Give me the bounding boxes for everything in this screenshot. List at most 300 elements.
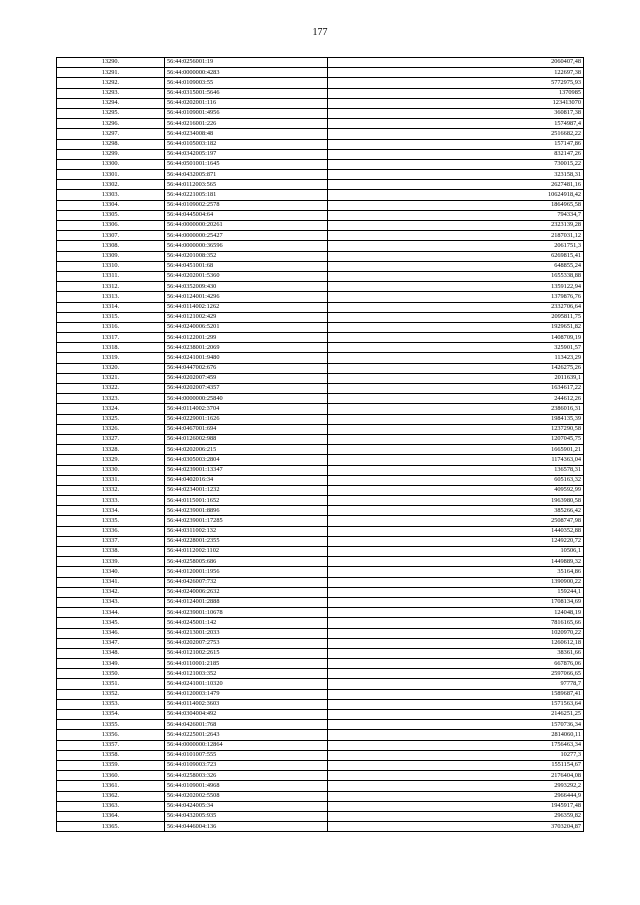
table-row bbox=[57, 597, 584, 607]
row-number-cell: 13331. bbox=[57, 475, 165, 485]
value-cell: 1370985 bbox=[328, 88, 584, 98]
cadastral-number-cell: 56:44:0426001:768 bbox=[165, 720, 328, 730]
table-row bbox=[57, 221, 584, 231]
row-number-cell: 13290. bbox=[57, 58, 165, 68]
value-cell: 35164,86 bbox=[328, 567, 584, 577]
value-cell: 296359,82 bbox=[328, 811, 584, 821]
table-row bbox=[57, 404, 584, 414]
row-number-cell: 13332. bbox=[57, 485, 165, 495]
row-number-cell: 13293. bbox=[57, 88, 165, 98]
table-row bbox=[57, 129, 584, 139]
table-row bbox=[57, 811, 584, 821]
table-row bbox=[57, 210, 584, 220]
row-number-cell: 13330. bbox=[57, 465, 165, 475]
row-number-cell: 13346. bbox=[57, 628, 165, 638]
row-number-cell: 13305. bbox=[57, 210, 165, 220]
value-cell: 97778,7 bbox=[328, 679, 584, 689]
value-cell: 157147,86 bbox=[328, 139, 584, 149]
row-number-cell: 13313. bbox=[57, 292, 165, 302]
value-cell: 2011639,1 bbox=[328, 373, 584, 383]
cadastral-number-cell: 56:44:0112003:565 bbox=[165, 180, 328, 190]
cadastral-number-cell: 56:44:0124001:4296 bbox=[165, 292, 328, 302]
table-body bbox=[57, 58, 584, 832]
value-cell: 605163,32 bbox=[328, 475, 584, 485]
value-cell: 2386016,31 bbox=[328, 404, 584, 414]
value-cell: 2323139,28 bbox=[328, 221, 584, 231]
cadastral-number-cell: 56:44:0120003:1479 bbox=[165, 689, 328, 699]
table-row bbox=[57, 455, 584, 465]
value-cell: 385266,42 bbox=[328, 506, 584, 516]
value-cell: 2814060,11 bbox=[328, 730, 584, 740]
row-number-cell: 13337. bbox=[57, 536, 165, 546]
table-row bbox=[57, 760, 584, 770]
row-number-cell: 13317. bbox=[57, 333, 165, 343]
value-cell: 1570736,34 bbox=[328, 720, 584, 730]
row-number-cell: 13362. bbox=[57, 791, 165, 801]
cadastral-number-cell: 56:44:0202002:5508 bbox=[165, 791, 328, 801]
value-cell: 325901,57 bbox=[328, 343, 584, 353]
row-number-cell: 13341. bbox=[57, 577, 165, 587]
table-row bbox=[57, 231, 584, 241]
row-number-cell: 13351. bbox=[57, 679, 165, 689]
table-row bbox=[57, 108, 584, 118]
table-row bbox=[57, 496, 584, 506]
cadastral-number-cell: 56:44:0228001:2355 bbox=[165, 536, 328, 546]
value-cell: 1379876,76 bbox=[328, 292, 584, 302]
table-row bbox=[57, 333, 584, 343]
table-row bbox=[57, 577, 584, 587]
table-row bbox=[57, 648, 584, 658]
table-row bbox=[57, 414, 584, 424]
cadastral-number-cell: 56:44:0109001:4956 bbox=[165, 108, 328, 118]
value-cell: 124048,19 bbox=[328, 608, 584, 618]
cadastral-number-cell: 56:44:0258005:686 bbox=[165, 557, 328, 567]
table-row bbox=[57, 710, 584, 720]
table-row bbox=[57, 791, 584, 801]
value-cell: 1020970,22 bbox=[328, 628, 584, 638]
value-cell: 1390900,22 bbox=[328, 577, 584, 587]
value-cell: 2516682,22 bbox=[328, 129, 584, 139]
row-number-cell: 13310. bbox=[57, 261, 165, 271]
value-cell: 123413070 bbox=[328, 98, 584, 108]
row-number-cell: 13343. bbox=[57, 597, 165, 607]
value-cell: 2508747,98 bbox=[328, 516, 584, 526]
cadastral-number-cell: 56:44:0202001:116 bbox=[165, 98, 328, 108]
row-number-cell: 13315. bbox=[57, 312, 165, 322]
value-cell: 2146251,25 bbox=[328, 710, 584, 720]
value-cell: 1249220,72 bbox=[328, 536, 584, 546]
cadastral-number-cell: 56:44:0432005:935 bbox=[165, 811, 328, 821]
row-number-cell: 13292. bbox=[57, 78, 165, 88]
cadastral-number-cell: 56:44:0446004:136 bbox=[165, 822, 328, 832]
table-row bbox=[57, 730, 584, 740]
value-cell: 730015,22 bbox=[328, 159, 584, 169]
cadastral-number-cell: 56:44:0245001:142 bbox=[165, 618, 328, 628]
value-cell: 7816165,66 bbox=[328, 618, 584, 628]
row-number-cell: 13336. bbox=[57, 526, 165, 536]
value-cell: 794334,7 bbox=[328, 210, 584, 220]
value-cell: 1237290,58 bbox=[328, 424, 584, 434]
value-cell: 244612,26 bbox=[328, 394, 584, 404]
cadastral-number-cell: 56:44:0126002:988 bbox=[165, 434, 328, 444]
value-cell: 1449889,32 bbox=[328, 557, 584, 567]
row-number-cell: 13306. bbox=[57, 221, 165, 231]
table-row bbox=[57, 485, 584, 495]
table-row bbox=[57, 699, 584, 709]
row-number-cell: 13301. bbox=[57, 170, 165, 180]
value-cell: 1574987,4 bbox=[328, 119, 584, 129]
table-row bbox=[57, 68, 584, 78]
cadastral-number-cell: 56:44:0213001:2033 bbox=[165, 628, 328, 638]
value-cell: 2332706,64 bbox=[328, 302, 584, 312]
value-cell: 2966444,9 bbox=[328, 791, 584, 801]
table-row bbox=[57, 373, 584, 383]
cadastral-number-cell: 56:44:0240006:2632 bbox=[165, 587, 328, 597]
table-row bbox=[57, 771, 584, 781]
value-cell: 2060407,48 bbox=[328, 58, 584, 68]
value-cell: 648855,24 bbox=[328, 261, 584, 271]
cadastral-number-cell: 56:44:0342005:197 bbox=[165, 149, 328, 159]
row-number-cell: 13298. bbox=[57, 139, 165, 149]
table-row bbox=[57, 98, 584, 108]
value-cell: 1864965,58 bbox=[328, 200, 584, 210]
table-row bbox=[57, 557, 584, 567]
value-cell: 113423,29 bbox=[328, 353, 584, 363]
value-cell: 1426275,26 bbox=[328, 363, 584, 373]
table-row bbox=[57, 801, 584, 811]
value-cell: 10624918,42 bbox=[328, 190, 584, 200]
value-cell: 122697,38 bbox=[328, 68, 584, 78]
row-number-cell: 13304. bbox=[57, 200, 165, 210]
value-cell: 2095811,75 bbox=[328, 312, 584, 322]
cadastral-number-cell: 56:44:0000000:4283 bbox=[165, 68, 328, 78]
table-row bbox=[57, 689, 584, 699]
table-row bbox=[57, 465, 584, 475]
cadastral-number-cell: 56:44:0115001:1652 bbox=[165, 496, 328, 506]
table-row bbox=[57, 434, 584, 444]
cadastral-number-cell: 56:44:0000000:36596 bbox=[165, 241, 328, 251]
cadastral-number-cell: 56:44:0000000:25840 bbox=[165, 394, 328, 404]
cadastral-number-cell: 56:44:0202001:5360 bbox=[165, 271, 328, 281]
table-row bbox=[57, 740, 584, 750]
value-cell: 1260612,18 bbox=[328, 638, 584, 648]
table-row bbox=[57, 363, 584, 373]
row-number-cell: 13344. bbox=[57, 608, 165, 618]
row-number-cell: 13365. bbox=[57, 822, 165, 832]
row-number-cell: 13359. bbox=[57, 760, 165, 770]
row-number-cell: 13308. bbox=[57, 241, 165, 251]
row-number-cell: 13357. bbox=[57, 740, 165, 750]
row-number-cell: 13299. bbox=[57, 149, 165, 159]
row-number-cell: 13335. bbox=[57, 516, 165, 526]
value-cell: 6269815,41 bbox=[328, 251, 584, 261]
table-row bbox=[57, 200, 584, 210]
row-number-cell: 13363. bbox=[57, 801, 165, 811]
table-row bbox=[57, 190, 584, 200]
cadastral-number-cell: 56:44:0121002:2615 bbox=[165, 648, 328, 658]
cadastral-value-table bbox=[56, 57, 584, 832]
row-number-cell: 13328. bbox=[57, 445, 165, 455]
value-cell: 832147,26 bbox=[328, 149, 584, 159]
table-row bbox=[57, 312, 584, 322]
value-cell: 1929651,82 bbox=[328, 322, 584, 332]
row-number-cell: 13323. bbox=[57, 394, 165, 404]
cadastral-number-cell: 56:44:0234008:48 bbox=[165, 129, 328, 139]
cadastral-number-cell: 56:44:0352009:430 bbox=[165, 282, 328, 292]
cadastral-number-cell: 56:44:0432005:871 bbox=[165, 170, 328, 180]
cadastral-number-cell: 56:44:0105003:182 bbox=[165, 139, 328, 149]
row-number-cell: 13311. bbox=[57, 271, 165, 281]
cadastral-number-cell: 56:44:0445004:64 bbox=[165, 210, 328, 220]
value-cell: 1551154,67 bbox=[328, 760, 584, 770]
value-cell: 323158,31 bbox=[328, 170, 584, 180]
cadastral-number-cell: 56:44:0000000:20261 bbox=[165, 221, 328, 231]
value-cell: 10506,1 bbox=[328, 547, 584, 557]
table-row bbox=[57, 149, 584, 159]
table-row bbox=[57, 536, 584, 546]
cadastral-number-cell: 56:44:0114002:3704 bbox=[165, 404, 328, 414]
row-number-cell: 13342. bbox=[57, 587, 165, 597]
value-cell: 1655338,88 bbox=[328, 271, 584, 281]
row-number-cell: 13358. bbox=[57, 750, 165, 760]
table-row bbox=[57, 638, 584, 648]
table-row bbox=[57, 618, 584, 628]
row-number-cell: 13347. bbox=[57, 638, 165, 648]
table-row bbox=[57, 608, 584, 618]
table-row bbox=[57, 445, 584, 455]
row-number-cell: 13300. bbox=[57, 159, 165, 169]
value-cell: 2597066,65 bbox=[328, 669, 584, 679]
table-row bbox=[57, 88, 584, 98]
table-row bbox=[57, 475, 584, 485]
value-cell: 409592,99 bbox=[328, 485, 584, 495]
cadastral-number-cell: 56:44:0239001:13347 bbox=[165, 465, 328, 475]
row-number-cell: 13309. bbox=[57, 251, 165, 261]
cadastral-number-cell: 56:44:0258003:326 bbox=[165, 771, 328, 781]
row-number-cell: 13355. bbox=[57, 720, 165, 730]
cadastral-number-cell: 56:44:0109003:723 bbox=[165, 760, 328, 770]
cadastral-number-cell: 56:44:0256001:19 bbox=[165, 58, 328, 68]
cadastral-number-cell: 56:44:0311002:132 bbox=[165, 526, 328, 536]
table-row bbox=[57, 822, 584, 832]
value-cell: 1174363,04 bbox=[328, 455, 584, 465]
table-row bbox=[57, 343, 584, 353]
row-number-cell: 13329. bbox=[57, 455, 165, 465]
cadastral-number-cell: 56:44:0000000:12864 bbox=[165, 740, 328, 750]
cadastral-number-cell: 56:44:0467001:694 bbox=[165, 424, 328, 434]
value-cell: 1440352,88 bbox=[328, 526, 584, 536]
row-number-cell: 13364. bbox=[57, 811, 165, 821]
cadastral-number-cell: 56:44:0101007:555 bbox=[165, 750, 328, 760]
cadastral-number-cell: 56:44:0202007:459 bbox=[165, 373, 328, 383]
row-number-cell: 13296. bbox=[57, 119, 165, 129]
cadastral-number-cell: 56:44:0124001:2888 bbox=[165, 597, 328, 607]
row-number-cell: 13348. bbox=[57, 648, 165, 658]
cadastral-number-cell: 56:44:0451001:68 bbox=[165, 261, 328, 271]
table-row bbox=[57, 292, 584, 302]
table-row bbox=[57, 750, 584, 760]
cadastral-number-cell: 56:44:0122001:299 bbox=[165, 333, 328, 343]
cadastral-number-cell: 56:44:0304004:492 bbox=[165, 710, 328, 720]
row-number-cell: 13294. bbox=[57, 98, 165, 108]
table-row bbox=[57, 424, 584, 434]
cadastral-number-cell: 56:44:0426007:732 bbox=[165, 577, 328, 587]
value-cell: 1589687,41 bbox=[328, 689, 584, 699]
table-row bbox=[57, 659, 584, 669]
value-cell: 1665901,21 bbox=[328, 445, 584, 455]
table-row bbox=[57, 170, 584, 180]
table-row bbox=[57, 384, 584, 394]
value-cell: 2627481,16 bbox=[328, 180, 584, 190]
value-cell: 1634617,22 bbox=[328, 384, 584, 394]
row-number-cell: 13334. bbox=[57, 506, 165, 516]
table-row bbox=[57, 251, 584, 261]
cadastral-number-cell: 56:44:0202007:2753 bbox=[165, 638, 328, 648]
value-cell: 1359122,94 bbox=[328, 282, 584, 292]
table-row bbox=[57, 526, 584, 536]
cadastral-number-cell: 56:44:0000000:25427 bbox=[165, 231, 328, 241]
cadastral-number-cell: 56:44:0110001:2185 bbox=[165, 659, 328, 669]
value-cell: 1571563,64 bbox=[328, 699, 584, 709]
row-number-cell: 13353. bbox=[57, 699, 165, 709]
table-row bbox=[57, 506, 584, 516]
cadastral-number-cell: 56:44:0121002:429 bbox=[165, 312, 328, 322]
table-row bbox=[57, 282, 584, 292]
value-cell: 1984135,39 bbox=[328, 414, 584, 424]
row-number-cell: 13302. bbox=[57, 180, 165, 190]
cadastral-number-cell: 56:44:0201008:352 bbox=[165, 251, 328, 261]
row-number-cell: 13314. bbox=[57, 302, 165, 312]
cadastral-number-cell: 56:44:0221005:181 bbox=[165, 190, 328, 200]
cadastral-number-cell: 56:44:0239001:10678 bbox=[165, 608, 328, 618]
row-number-cell: 13318. bbox=[57, 343, 165, 353]
table-row bbox=[57, 241, 584, 251]
cadastral-number-cell: 56:44:0109001:4968 bbox=[165, 781, 328, 791]
table-row bbox=[57, 271, 584, 281]
cadastral-number-cell: 56:44:0305003:2804 bbox=[165, 455, 328, 465]
value-cell: 136578,31 bbox=[328, 465, 584, 475]
value-cell: 1207045,75 bbox=[328, 434, 584, 444]
cadastral-number-cell: 56:44:0402016:34 bbox=[165, 475, 328, 485]
value-cell: 1756463,34 bbox=[328, 740, 584, 750]
row-number-cell: 13291. bbox=[57, 68, 165, 78]
page-number: 177 bbox=[312, 27, 328, 38]
cadastral-number-cell: 56:44:0238001:2069 bbox=[165, 343, 328, 353]
cadastral-number-cell: 56:44:0239001:17285 bbox=[165, 516, 328, 526]
value-cell: 5772975,93 bbox=[328, 78, 584, 88]
table-row bbox=[57, 394, 584, 404]
cadastral-number-cell: 56:44:0114002:1262 bbox=[165, 302, 328, 312]
row-number-cell: 13321. bbox=[57, 373, 165, 383]
value-cell: 3703204,87 bbox=[328, 822, 584, 832]
value-cell: 1408709,19 bbox=[328, 333, 584, 343]
table-row bbox=[57, 547, 584, 557]
value-cell: 2176404,08 bbox=[328, 771, 584, 781]
value-cell: 1963980,58 bbox=[328, 496, 584, 506]
cadastral-number-cell: 56:44:0225001:2643 bbox=[165, 730, 328, 740]
table-row bbox=[57, 353, 584, 363]
table-row bbox=[57, 58, 584, 68]
table-row bbox=[57, 587, 584, 597]
table-row bbox=[57, 139, 584, 149]
row-number-cell: 13349. bbox=[57, 659, 165, 669]
table-row bbox=[57, 119, 584, 129]
row-number-cell: 13320. bbox=[57, 363, 165, 373]
value-cell: 10277,3 bbox=[328, 750, 584, 760]
row-number-cell: 13338. bbox=[57, 547, 165, 557]
row-number-cell: 13325. bbox=[57, 414, 165, 424]
cadastral-number-cell: 56:44:0109002:2578 bbox=[165, 200, 328, 210]
row-number-cell: 13312. bbox=[57, 282, 165, 292]
row-number-cell: 13322. bbox=[57, 384, 165, 394]
row-number-cell: 13333. bbox=[57, 496, 165, 506]
row-number-cell: 13303. bbox=[57, 190, 165, 200]
cadastral-number-cell: 56:44:0424005:34 bbox=[165, 801, 328, 811]
cadastral-number-cell: 56:44:0114002:3603 bbox=[165, 699, 328, 709]
cadastral-number-cell: 56:44:0240006:5201 bbox=[165, 322, 328, 332]
cadastral-number-cell: 56:44:0121003:352 bbox=[165, 669, 328, 679]
table-row bbox=[57, 78, 584, 88]
row-number-cell: 13339. bbox=[57, 557, 165, 567]
value-cell: 159244,1 bbox=[328, 587, 584, 597]
table-row bbox=[57, 669, 584, 679]
row-number-cell: 13324. bbox=[57, 404, 165, 414]
value-cell: 2061751,3 bbox=[328, 241, 584, 251]
cadastral-number-cell: 56:44:0109003:55 bbox=[165, 78, 328, 88]
table-row bbox=[57, 516, 584, 526]
table-row bbox=[57, 720, 584, 730]
cadastral-number-cell: 56:44:0202007:4357 bbox=[165, 384, 328, 394]
row-number-cell: 13345. bbox=[57, 618, 165, 628]
row-number-cell: 13316. bbox=[57, 322, 165, 332]
row-number-cell: 13350. bbox=[57, 669, 165, 679]
cadastral-number-cell: 56:44:0241001:10320 bbox=[165, 679, 328, 689]
row-number-cell: 13361. bbox=[57, 781, 165, 791]
row-number-cell: 13327. bbox=[57, 434, 165, 444]
row-number-cell: 13354. bbox=[57, 710, 165, 720]
table-row bbox=[57, 159, 584, 169]
cadastral-number-cell: 56:44:0234001:1232 bbox=[165, 485, 328, 495]
value-cell: 667876,06 bbox=[328, 659, 584, 669]
value-cell: 360817,38 bbox=[328, 108, 584, 118]
cadastral-number-cell: 56:44:0239001:8896 bbox=[165, 506, 328, 516]
cadastral-number-cell: 56:44:0229001:1626 bbox=[165, 414, 328, 424]
cadastral-number-cell: 56:44:0112002:1102 bbox=[165, 547, 328, 557]
cadastral-number-cell: 56:44:0216001:226 bbox=[165, 119, 328, 129]
cadastral-number-cell: 56:44:0501001:1645 bbox=[165, 159, 328, 169]
table-row bbox=[57, 628, 584, 638]
table-row bbox=[57, 567, 584, 577]
row-number-cell: 13352. bbox=[57, 689, 165, 699]
table-row bbox=[57, 322, 584, 332]
value-cell: 1708134,69 bbox=[328, 597, 584, 607]
cadastral-number-cell: 56:44:0120001:1956 bbox=[165, 567, 328, 577]
row-number-cell: 13319. bbox=[57, 353, 165, 363]
table-row bbox=[57, 261, 584, 271]
cadastral-number-cell: 56:44:0315001:5646 bbox=[165, 88, 328, 98]
value-cell: 38361,66 bbox=[328, 648, 584, 658]
cadastral-number-cell: 56:44:0202006:215 bbox=[165, 445, 328, 455]
row-number-cell: 13340. bbox=[57, 567, 165, 577]
table-row bbox=[57, 180, 584, 190]
value-cell: 1945917,48 bbox=[328, 801, 584, 811]
row-number-cell: 13297. bbox=[57, 129, 165, 139]
table-row bbox=[57, 679, 584, 689]
row-number-cell: 13295. bbox=[57, 108, 165, 118]
row-number-cell: 13360. bbox=[57, 771, 165, 781]
cadastral-number-cell: 56:44:0241001:9480 bbox=[165, 353, 328, 363]
row-number-cell: 13356. bbox=[57, 730, 165, 740]
